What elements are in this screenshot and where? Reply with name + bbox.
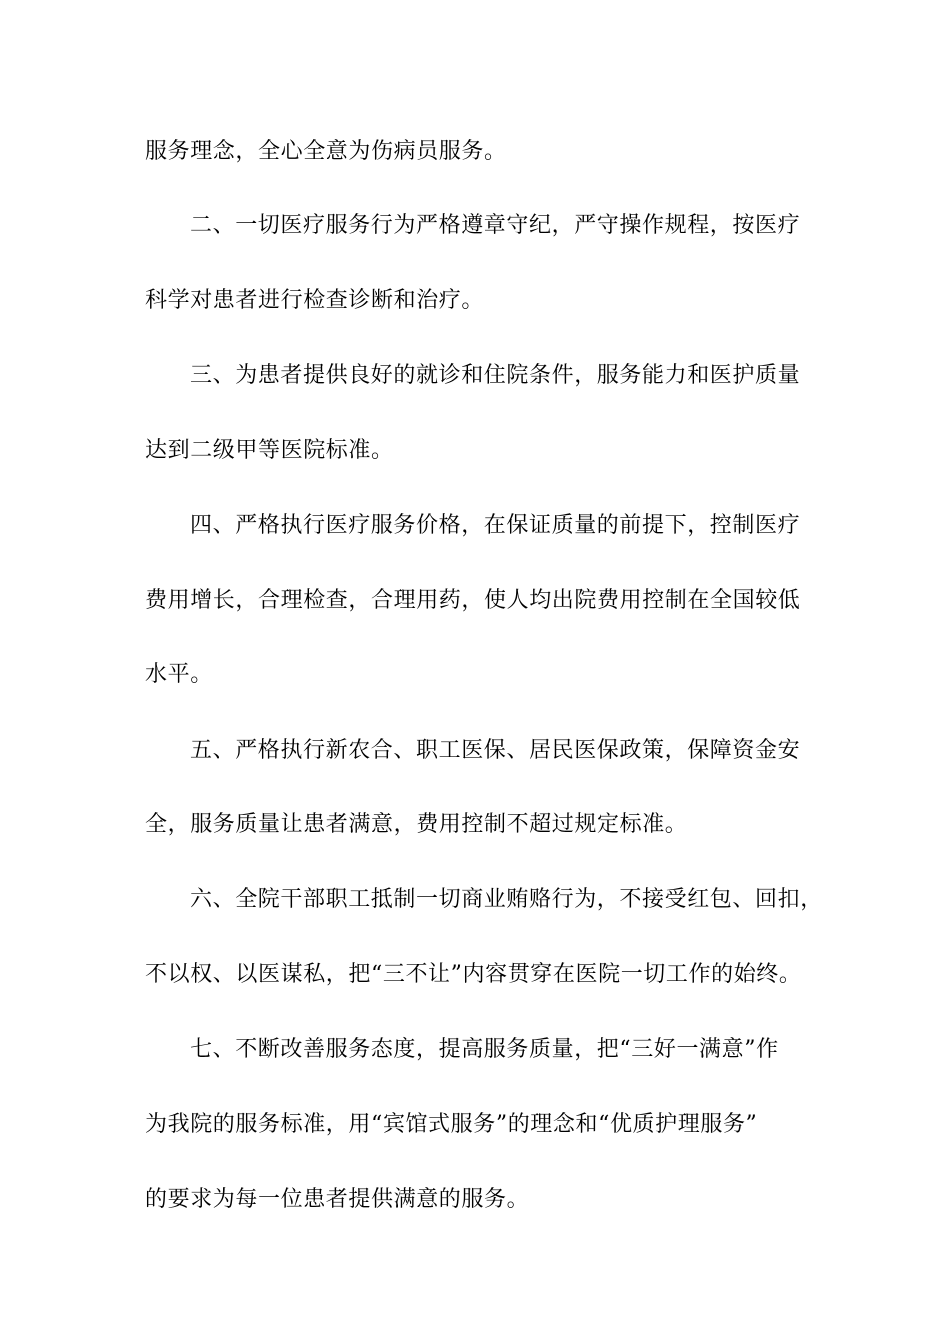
paragraph-1-continued-line: 服务理念，全心全意为伤病员服务。 <box>145 139 507 164</box>
item-3-line-2: 达到二级甲等医院标准。 <box>145 438 394 463</box>
item-2-line-2: 科学对患者进行检查诊断和治疗。 <box>145 288 485 313</box>
item-7-line-3: 的要求为每一位患者提供满意的服务。 <box>145 1187 530 1212</box>
item-5-line-1: 五、严格执行新农合、职工医保、居民医保政策，保障资金安 <box>190 738 801 763</box>
item-6-line-2: 不以权、以医谋私，把“三不让”内容贯穿在医院一切工作的始终。 <box>145 962 802 987</box>
item-4-line-1: 四、严格执行医疗服务价格，在保证质量的前提下，控制医疗 <box>190 513 801 538</box>
item-2-line-1: 二、一切医疗服务行为严格遵章守纪，严守操作规程，按医疗 <box>190 213 801 238</box>
item-3-line-1: 三、为患者提供良好的就诊和住院条件，服务能力和医护质量 <box>190 363 801 388</box>
item-4-line-2: 费用增长，合理检查，合理用药，使人均出院费用控制在全国较低 <box>145 588 801 613</box>
item-7-line-2: 为我院的服务标准，用“宾馆式服务”的理念和“优质护理服务” <box>145 1112 758 1137</box>
item-5-line-2: 全，服务质量让患者满意，费用控制不超过规定标准。 <box>145 812 688 837</box>
item-6-line-1: 六、全院干部职工抵制一切商业贿赂行为，不接受红包、回扣， <box>190 887 823 912</box>
item-7-line-1: 七、不断改善服务态度，提高服务质量，把“三好一满意”作 <box>190 1037 779 1062</box>
item-4-line-3: 水平。 <box>145 662 213 687</box>
